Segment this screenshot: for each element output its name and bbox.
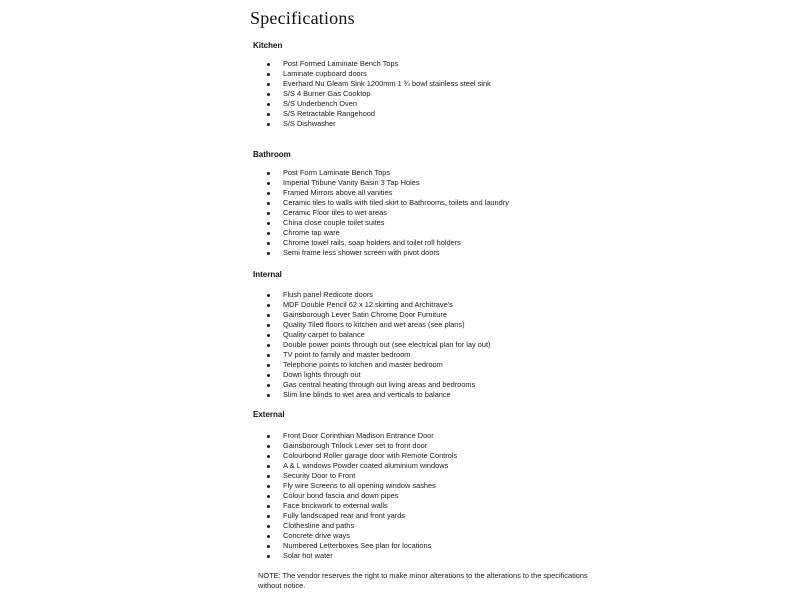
list-item-text: Chrome towel rails, soap holders and toilet roll holders	[283, 238, 461, 247]
list-item-text: Gas central heating through out living areas and bedrooms	[283, 380, 476, 389]
list-item	[265, 300, 490, 310]
list-item	[265, 340, 490, 350]
list-item-text: Flush panel Redicote doors	[283, 290, 373, 299]
list-item	[265, 89, 491, 99]
list-item	[265, 431, 457, 441]
bullet-icon	[267, 364, 270, 367]
list-item-text: Imperial Tribune Vanity Basin 3 Tap Holes	[283, 178, 420, 187]
bullet-icon	[267, 535, 270, 538]
list-item	[265, 228, 509, 238]
list-item-text: Telephone points to kitchen and master bedroom	[283, 360, 443, 369]
list-item	[265, 380, 490, 390]
list-item-text: Fly wire Screens to all opening window sashes	[283, 481, 436, 490]
bullet-icon	[267, 455, 270, 458]
list-item-text: Quality Tiled floors to kitchen and wet areas (see plans)	[283, 320, 465, 329]
bullet-icon	[267, 374, 270, 377]
bullet-icon	[267, 475, 270, 478]
list-item-text: Colour bond fascia and down pipes	[283, 491, 399, 500]
list-item-text: Numbered Letterboxes See plan for locations	[283, 541, 432, 550]
list-item	[265, 481, 457, 491]
list-item	[265, 69, 491, 79]
bullet-icon	[267, 435, 270, 438]
list-item	[265, 441, 457, 451]
list-item-text: Framed Mirrors above all vanities	[283, 188, 393, 197]
list-item-text: Quality carpet to balance	[283, 330, 365, 339]
list-item-text: Fully landscaped rear and front yards	[283, 511, 406, 520]
bullet-icon	[267, 172, 270, 175]
bullet-icon	[267, 252, 270, 255]
bullet-icon	[267, 515, 270, 518]
list-item-text: Post Form Laminate Bench Tops	[283, 168, 391, 177]
list-item	[265, 360, 490, 370]
list-item	[265, 370, 490, 380]
section-heading-internal: Internal	[253, 270, 282, 279]
list-item-text: China close couple toilet suites	[283, 218, 385, 227]
list-item	[265, 218, 509, 228]
bullet-icon	[267, 505, 270, 508]
bullet-icon	[267, 192, 270, 195]
list-item	[265, 198, 509, 208]
bullet-icon	[267, 63, 270, 66]
bullet-icon	[267, 545, 270, 548]
bullet-icon	[267, 485, 270, 488]
list-item	[265, 330, 490, 340]
list-item	[265, 168, 509, 178]
list-item	[265, 238, 509, 248]
bullet-icon	[267, 314, 270, 317]
list-item	[265, 178, 509, 188]
internal-list	[265, 290, 490, 400]
list-item-text: S/S 4 Burner Gas Cooktop	[283, 89, 371, 98]
list-item	[265, 521, 457, 531]
list-item	[265, 109, 491, 119]
bullet-icon	[267, 445, 270, 448]
bullet-icon	[267, 202, 270, 205]
list-item	[265, 79, 491, 89]
bathroom-list	[265, 168, 509, 258]
list-item-text: Ceramic Floor tiles to wet areas	[283, 208, 387, 217]
kitchen-list	[265, 59, 491, 129]
list-item-text: Laminate cupboard doors	[283, 69, 367, 78]
bullet-icon	[267, 384, 270, 387]
bullet-icon	[267, 83, 270, 86]
bullet-icon	[267, 232, 270, 235]
list-item	[265, 208, 509, 218]
bullet-icon	[267, 525, 270, 528]
list-item-text: Chrome tap ware	[283, 228, 340, 237]
page-title: Specifications	[250, 8, 355, 28]
list-item	[265, 511, 457, 521]
list-item-text: Ceramic tiles to walls with tiled skirt to Bathrooms, toilets and laundry	[283, 198, 509, 207]
section-heading-external: External	[253, 410, 285, 419]
list-item-text: MDF Double Pencil 62 x 12 skirting and Architrave's	[283, 300, 453, 309]
list-item-text: Gainsborough Trilock Lever set to front door	[283, 441, 428, 450]
list-item-text: Semi frame less shower screen with pivot doors	[283, 248, 440, 257]
list-item	[265, 501, 457, 511]
list-item	[265, 350, 490, 360]
list-item-text: A & L windows Powder coated aluminium windows	[283, 461, 449, 470]
bullet-icon	[267, 465, 270, 468]
bullet-icon	[267, 242, 270, 245]
list-item-text: Post Formed Laminate Bench Tops	[283, 59, 399, 68]
bullet-icon	[267, 324, 270, 327]
list-item-text: Gainsborough Lever Satin Chrome Door Furniture	[283, 310, 447, 319]
list-item-text: S/S Dishwasher	[283, 119, 336, 128]
bullet-icon	[267, 182, 270, 185]
list-item-text: Front Door Corinthian Madison Entrance Door	[283, 431, 434, 440]
list-item	[265, 390, 490, 400]
list-item	[265, 99, 491, 109]
list-item-text: S/S Retractable Rangehood	[283, 109, 376, 118]
bullet-icon	[267, 344, 270, 347]
list-item	[265, 59, 491, 69]
bullet-icon	[267, 334, 270, 337]
bullet-icon	[267, 103, 270, 106]
list-item	[265, 310, 490, 320]
bullet-icon	[267, 304, 270, 307]
list-item-text: Security Door to Front	[283, 471, 356, 480]
bullet-icon	[267, 394, 270, 397]
bullet-icon	[267, 294, 270, 297]
list-item-text: Solar hot water	[283, 551, 333, 560]
list-item-text: TV point to family and master bedroom	[283, 350, 411, 359]
list-item-text: S/S Underbench Oven	[283, 99, 357, 108]
list-item	[265, 451, 457, 461]
bullet-icon	[267, 222, 270, 225]
list-item	[265, 471, 457, 481]
section-heading-bathroom: Bathroom	[253, 150, 291, 159]
external-list	[265, 431, 457, 561]
bullet-icon	[267, 354, 270, 357]
list-item	[265, 248, 509, 258]
list-item	[265, 491, 457, 501]
list-item	[265, 531, 457, 541]
list-item	[265, 541, 457, 551]
list-item-text: Concrete drive ways	[283, 531, 350, 540]
list-item	[265, 551, 457, 561]
list-item	[265, 461, 457, 471]
bullet-icon	[267, 113, 270, 116]
list-item	[265, 290, 490, 300]
list-item	[265, 119, 491, 129]
list-item-text: Double power points through out (see electrical plan for lay out)	[283, 340, 491, 349]
bullet-icon	[267, 73, 270, 76]
bullet-icon	[267, 212, 270, 215]
vendor-note: NOTE: The vendor reserves the right to make minor alterations to the alterations to the specifications without notice.	[258, 571, 588, 590]
bullet-icon	[267, 495, 270, 498]
list-item	[265, 188, 509, 198]
bullet-icon	[267, 555, 270, 558]
list-item-text: Clothesline and paths	[283, 521, 355, 530]
bullet-icon	[267, 123, 270, 126]
list-item-text: Slim line blinds to wet area and verticals to balance	[283, 390, 451, 399]
list-item-text: Face brickwork to external walls	[283, 501, 388, 510]
list-item-text: Colourbond Roller garage door with Remote Controls	[283, 451, 458, 460]
section-heading-kitchen: Kitchen	[253, 41, 283, 50]
list-item-text: Everhard Nu Gleam Sink 1200mm 1 ¾ bowl stainless steel sink	[283, 79, 491, 88]
list-item-text: Down lights through out	[283, 370, 361, 379]
bullet-icon	[267, 93, 270, 96]
list-item	[265, 320, 490, 330]
